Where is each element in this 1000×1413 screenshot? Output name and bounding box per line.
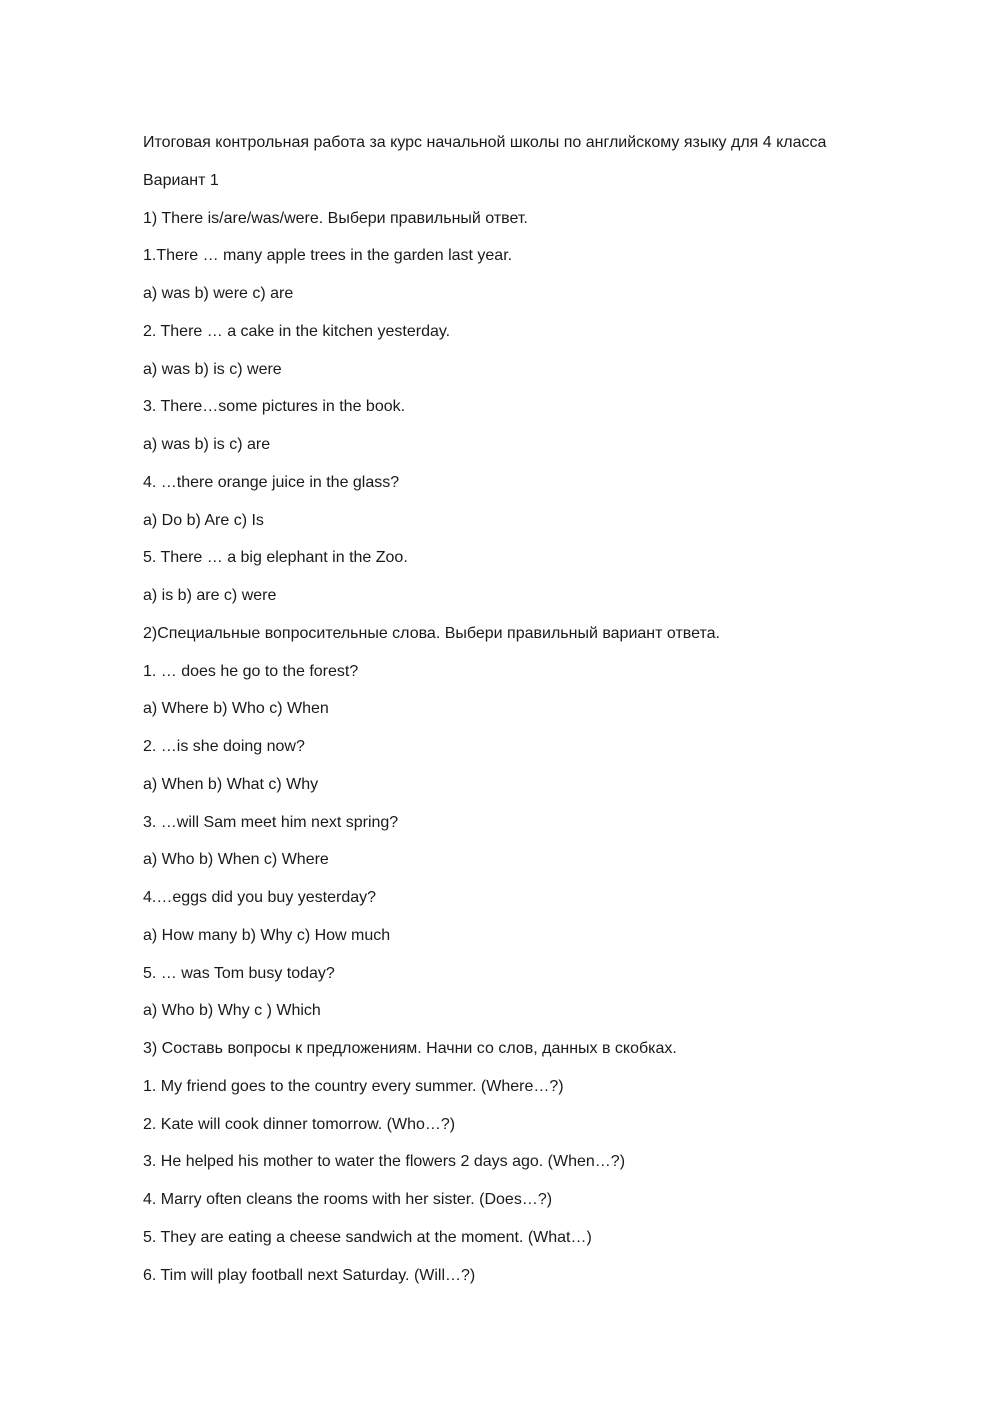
answer-options: a) Do b) Are c) Is: [143, 511, 264, 529]
question: 3. There…some pictures in the book.: [143, 398, 406, 416]
answer-options: a) was b) were c) are: [143, 285, 294, 302]
question: 1. … does he go to the forest?: [143, 662, 359, 680]
answer-options: a) Who b) When c) Where: [143, 851, 329, 869]
sentence-item: 1. My friend goes to the country every summer. (Where…?): [143, 1077, 564, 1095]
sentence-item: 5. They are eating a cheese sandwich at the moment. (What…): [143, 1228, 592, 1246]
answer-options: a) Who b) Why c ) Which: [143, 1002, 321, 1020]
answer-options: a) Where b) Who c) When: [143, 700, 329, 718]
document-page: [143, 133, 963, 1303]
question: 2. …is she doing now?: [143, 738, 305, 755]
answer-options: a) When b) What c) Why: [143, 775, 319, 793]
sentence-item: 6. Tim will play football next Saturday. (Will…?): [143, 1266, 476, 1284]
question: 1.There … many apple trees in the garden last year.: [143, 247, 513, 265]
variant-label: Вариант 1: [143, 171, 219, 189]
question: 4.…eggs did you buy yesterday?: [143, 889, 377, 906]
sentence-item: 3. He helped his mother to water the flowers 2 days ago. (When…?): [143, 1153, 626, 1171]
section-3-heading: 3) Составь вопросы к предложениям. Начни со слов, данных в скобках.: [143, 1040, 677, 1057]
section-2-heading: 2)Специальные вопросительные слова. Выбери правильный вариант ответа.: [143, 624, 720, 642]
sentence-item: 4. Marry often cleans the rooms with her sister. (Does…?): [143, 1191, 553, 1208]
answer-options: a) was b) is c) are: [143, 436, 271, 453]
document-title: Итоговая контрольная работа за курс начальной школы по английскому языку для 4 класса: [143, 134, 827, 151]
question: 2. There … a cake in the kitchen yesterday.: [143, 322, 451, 340]
section-1-heading: 1) There is/are/was/were. Выбери правильный ответ.: [143, 209, 528, 227]
sentence-item: 2. Kate will cook dinner tomorrow. (Who…?): [143, 1115, 456, 1133]
question: 4. …there orange juice in the glass?: [143, 473, 400, 491]
question: 5. … was Tom busy today?: [143, 964, 335, 982]
answer-options: a) How many b) Why c) How much: [143, 926, 391, 944]
question: 3. …will Sam meet him next spring?: [143, 813, 399, 831]
answer-options: a) is b) are c) were: [143, 587, 277, 604]
answer-options: a) was b) is c) were: [143, 360, 282, 378]
question: 5. There … a big elephant in the Zoo.: [143, 549, 408, 567]
